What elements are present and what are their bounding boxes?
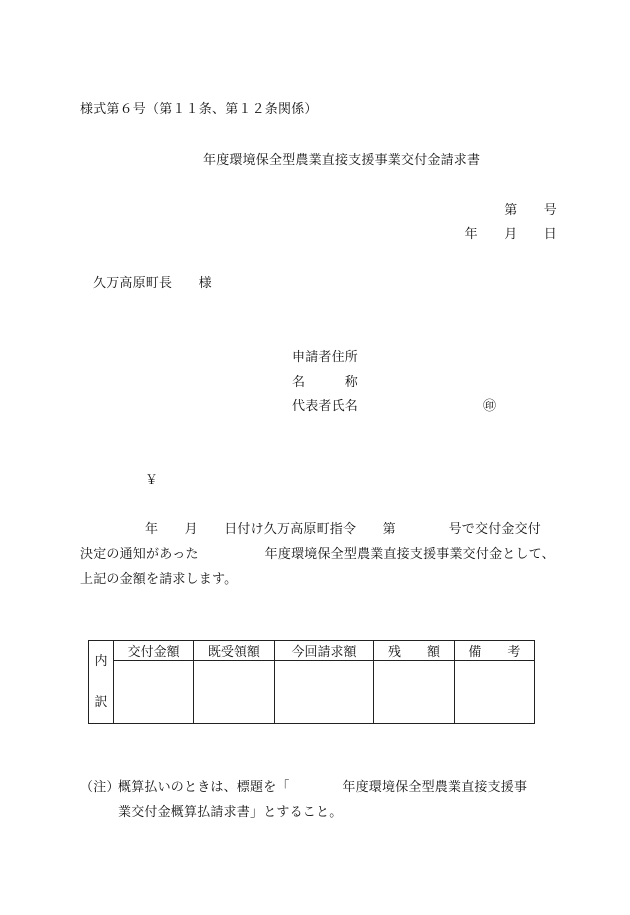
column-header-grant-amount: 交付金額: [114, 641, 194, 661]
column-header-current-request: 今回請求額: [274, 641, 374, 661]
body-line-2: 決定の通知があった 年度環境保全型農業直接支援事業交付金として、: [80, 547, 555, 562]
body-line-1: 年 月 日付け久万高原町指令 第 号で交付金交付: [145, 522, 542, 537]
note-prefix: （注）: [80, 780, 120, 795]
body-line-3: 上記の金額を請求します。: [80, 572, 238, 587]
document-date: 年 月 日: [464, 227, 557, 242]
breakdown-side-label-top: 内: [94, 654, 108, 669]
amount-symbol: ￥: [145, 473, 159, 488]
breakdown-side-label: [89, 641, 114, 724]
document-number: 第 号: [504, 203, 557, 218]
breakdown-table: [88, 640, 535, 724]
form-id: 様式第６号（第１１条、第１２条関係）: [80, 102, 318, 117]
cell-grant-amount: [114, 661, 194, 724]
seal-mark: ㊞: [483, 399, 497, 414]
breakdown-side-label-bottom: 訳: [94, 695, 108, 710]
addressee: 久万高原町長 様: [93, 276, 212, 291]
representative-name-label: 代表者氏名: [292, 399, 359, 414]
note-line-1: 概算払いのときは、標題を「 年度環境保全型農業直接支援事: [118, 780, 528, 795]
column-header-remaining: 残 額: [374, 641, 454, 661]
column-header-received-amount: 既受領額: [194, 641, 274, 661]
document-title: 年度環境保全型農業直接支援事業交付金請求書: [203, 153, 481, 168]
applicant-address-label: 申請者住所: [292, 350, 359, 365]
cell-current-request: [274, 661, 374, 724]
column-header-remarks: 備 考: [454, 641, 534, 661]
note-line-2: 業交付金概算払請求書」とすること。: [118, 805, 343, 820]
cell-remarks: [454, 661, 534, 724]
cell-received-amount: [194, 661, 274, 724]
cell-remaining: [374, 661, 454, 724]
applicant-name-label: 名 称: [292, 375, 359, 390]
